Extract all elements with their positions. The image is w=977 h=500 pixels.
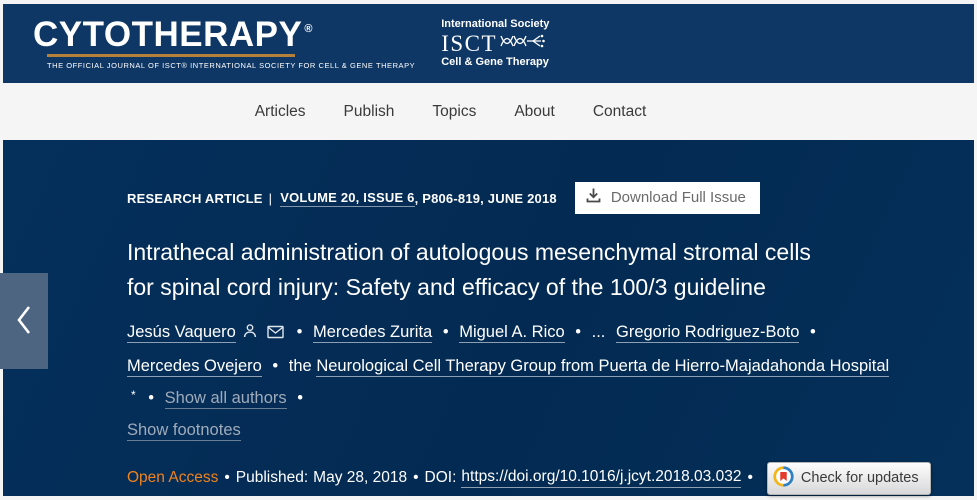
- group-author-link[interactable]: Neurological Cell Therapy Group from Puerta de Hierro-Majadahonda Hospital: [316, 357, 890, 376]
- person-icon[interactable]: [242, 325, 263, 343]
- registered-mark: ®: [304, 23, 313, 35]
- group-author-prefix: the: [288, 357, 312, 376]
- download-full-issue-button[interactable]: [575, 182, 760, 214]
- nav-item-about[interactable]: About: [514, 102, 555, 120]
- journal-name: CYTOTHERAPY ®: [33, 15, 313, 54]
- chevron-left-icon: [14, 304, 34, 339]
- nav-item-topics[interactable]: Topics: [432, 102, 477, 120]
- separator-bullet: •: [272, 357, 279, 376]
- author-link-3[interactable]: Miguel A. Rico: [459, 322, 565, 341]
- previous-article-button[interactable]: [0, 273, 48, 369]
- check-for-updates-button[interactable]: [767, 462, 931, 495]
- separator-bullet: •: [810, 322, 816, 341]
- separator-bullet: •: [747, 469, 753, 487]
- separator-bullet: •: [224, 469, 230, 487]
- article-hero: [3, 140, 974, 496]
- isct-acronym: ISCT: [441, 31, 498, 56]
- separator-bullet: •: [442, 322, 449, 341]
- envelope-icon[interactable]: [267, 325, 289, 343]
- isct-top-line: International Society: [441, 18, 550, 31]
- check-updates-label: Check for updates: [800, 470, 919, 487]
- author-link-4[interactable]: Gregorio Rodriguez-Boto: [616, 322, 800, 341]
- site-navbar: [0, 83, 977, 140]
- dna-helix-icon: [500, 34, 546, 53]
- show-footnotes-link[interactable]: Show footnotes: [127, 421, 241, 440]
- journal-masthead: [3, 4, 974, 83]
- nav-item-articles[interactable]: Articles: [254, 102, 306, 120]
- open-access-label: Open Access: [127, 469, 219, 487]
- article-type-label: RESEARCH ARTICLE: [127, 190, 263, 206]
- article-title: Intrathecal administration of autologous mesenchymal stromal cells for spinal cord injury: Safety and efficacy of the 100/3 guideline: [127, 239, 811, 300]
- journal-logo[interactable]: [33, 17, 415, 70]
- author-link-2[interactable]: Mercedes Zurita: [313, 322, 433, 341]
- nav-item-publish[interactable]: Publish: [343, 102, 395, 120]
- authors-ellipsis: ...: [591, 322, 606, 341]
- volume-issue-link[interactable]: VOLUME 20, ISSUE 6: [280, 189, 415, 205]
- doi-link[interactable]: https://doi.org/10.1016/j.jcyt.2018.03.032: [461, 468, 741, 488]
- page: [0, 4, 977, 500]
- group-note-marker: *: [131, 388, 136, 403]
- journal-tagline: THE OFFICIAL JOURNAL OF ISCT® INTERNATIONAL SOCIETY FOR CELL & GENE THERAPY: [47, 61, 416, 70]
- crossmark-logo: [773, 466, 794, 491]
- isct-bottom-line: Cell & Gene Therapy: [441, 56, 549, 68]
- pages-date-label: , P806-819, JUNE 2018: [414, 190, 557, 206]
- separator-bullet: •: [575, 322, 582, 341]
- isct-logo[interactable]: [441, 18, 549, 68]
- doi-label: DOI:: [424, 469, 457, 487]
- author-link-5[interactable]: Mercedes Ovejero: [127, 357, 262, 376]
- separator-bullet: •: [148, 389, 155, 408]
- meta-divider: |: [268, 190, 273, 206]
- author-link-first[interactable]: Jesús Vaquero: [127, 322, 236, 341]
- download-icon: [585, 187, 602, 208]
- brand-rule: [47, 54, 295, 57]
- article-meta-row: [127, 182, 974, 214]
- author-list: [127, 316, 895, 447]
- publication-info-row: [127, 462, 974, 495]
- published-label: Published:: [235, 469, 309, 487]
- separator-bullet: •: [296, 322, 303, 341]
- published-date: May 28, 2018: [313, 469, 408, 487]
- separator-bullet: •: [297, 389, 304, 408]
- nav-item-contact[interactable]: Contact: [592, 102, 647, 120]
- download-button-label: Download Full Issue: [610, 189, 746, 206]
- show-all-authors-link[interactable]: Show all authors: [164, 389, 287, 408]
- separator-bullet: •: [413, 469, 419, 487]
